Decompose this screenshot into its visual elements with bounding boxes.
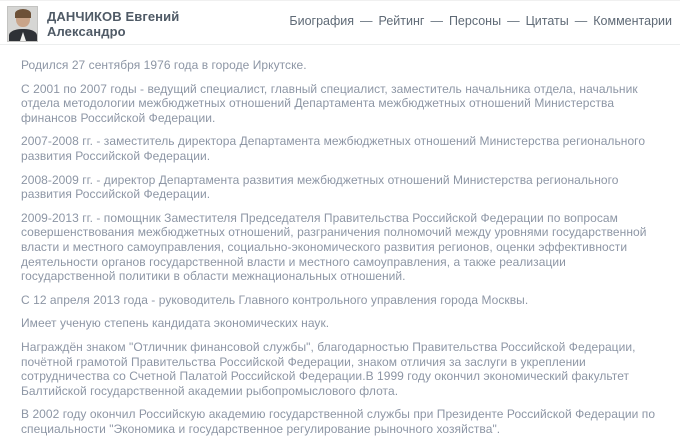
nav-item-rating[interactable]: Рейтинг (378, 14, 425, 28)
nav-item-biography[interactable]: Биография (289, 14, 355, 28)
nav-separator: — (430, 14, 443, 28)
nav-separator: — (574, 14, 588, 28)
person-name: ДАНЧИКОВ Евгений Александро (47, 9, 180, 39)
photo-shirt-shape (20, 32, 26, 41)
biography-content (0, 45, 680, 436)
biography-paragraph: В 2002 году окончил Российскую академию государственной службы при Президенте Российской Федерации по специальности "Экономика и государственное регулирование рыночного хозяйства". (21, 407, 656, 436)
nav-item-comments[interactable]: Комментарии (593, 14, 672, 28)
biography-paragraph: 2007-2008 гг. - заместитель директора Департамента межбюджетных отношений Министерства регионального развития Российской Федерации. (21, 134, 646, 163)
photo-hair-shape (15, 9, 31, 18)
nav-item-persons[interactable]: Персоны (448, 14, 502, 28)
biography-paragraph: Имеет ученую степень кандидата экономических наук. (21, 316, 330, 331)
biography-paragraph: С 2001 по 2007 годы - ведущий специалист, главный специалист, заместитель начальника отдела, начальник отдела методологии межбюджетных отношений Департамента межбюджетных отношений Министерства финансов Российской Федерации. (21, 81, 638, 125)
biography-paragraph: С 12 апреля 2013 года - руководитель Главного контрольного управления города Москвы. (21, 292, 529, 307)
nav-separator: — (360, 14, 373, 28)
biography-paragraph: Награждён знаком "Отличник финансовой службы", благодарностью Правительства Российской Федерации, почётной грамотой Правительства Российской Федерации, знаком отличия за заслуги в укреплении сотрудничества со Счетной Палатой Российской Федерации.В 1999 году окончил экономический факультет Балтийской государственной академии рыбопромыслового флота. (21, 339, 636, 398)
header-nav (289, 6, 672, 28)
profile-header (0, 1, 680, 45)
nav-item-quotes[interactable]: Цитаты (525, 14, 569, 28)
biography-paragraph: 2008-2009 гг. - директор Департамента развития межбюджетных отношений Министерства регионального развития Российской Федерации. (21, 172, 619, 202)
biography-paragraph: Родился 27 сентября 1976 года в городе Иркутске. (21, 58, 307, 72)
profile-photo[interactable] (7, 6, 38, 42)
nav-separator: — (507, 14, 520, 28)
biography-paragraph: 2009-2013 гг. - помощник Заместителя Председателя Правительства Российской Федерации по вопросам совершенствования межбюджетных отношений, разграничения полномочий между уровнями государственной власти и местного самоуправления, социально-экономического развития регионов, оценки эффективности деятельности органов государственной власти и местного самоуправления, а также реализации государственной политики в области межнациональных отношений. (21, 210, 647, 284)
